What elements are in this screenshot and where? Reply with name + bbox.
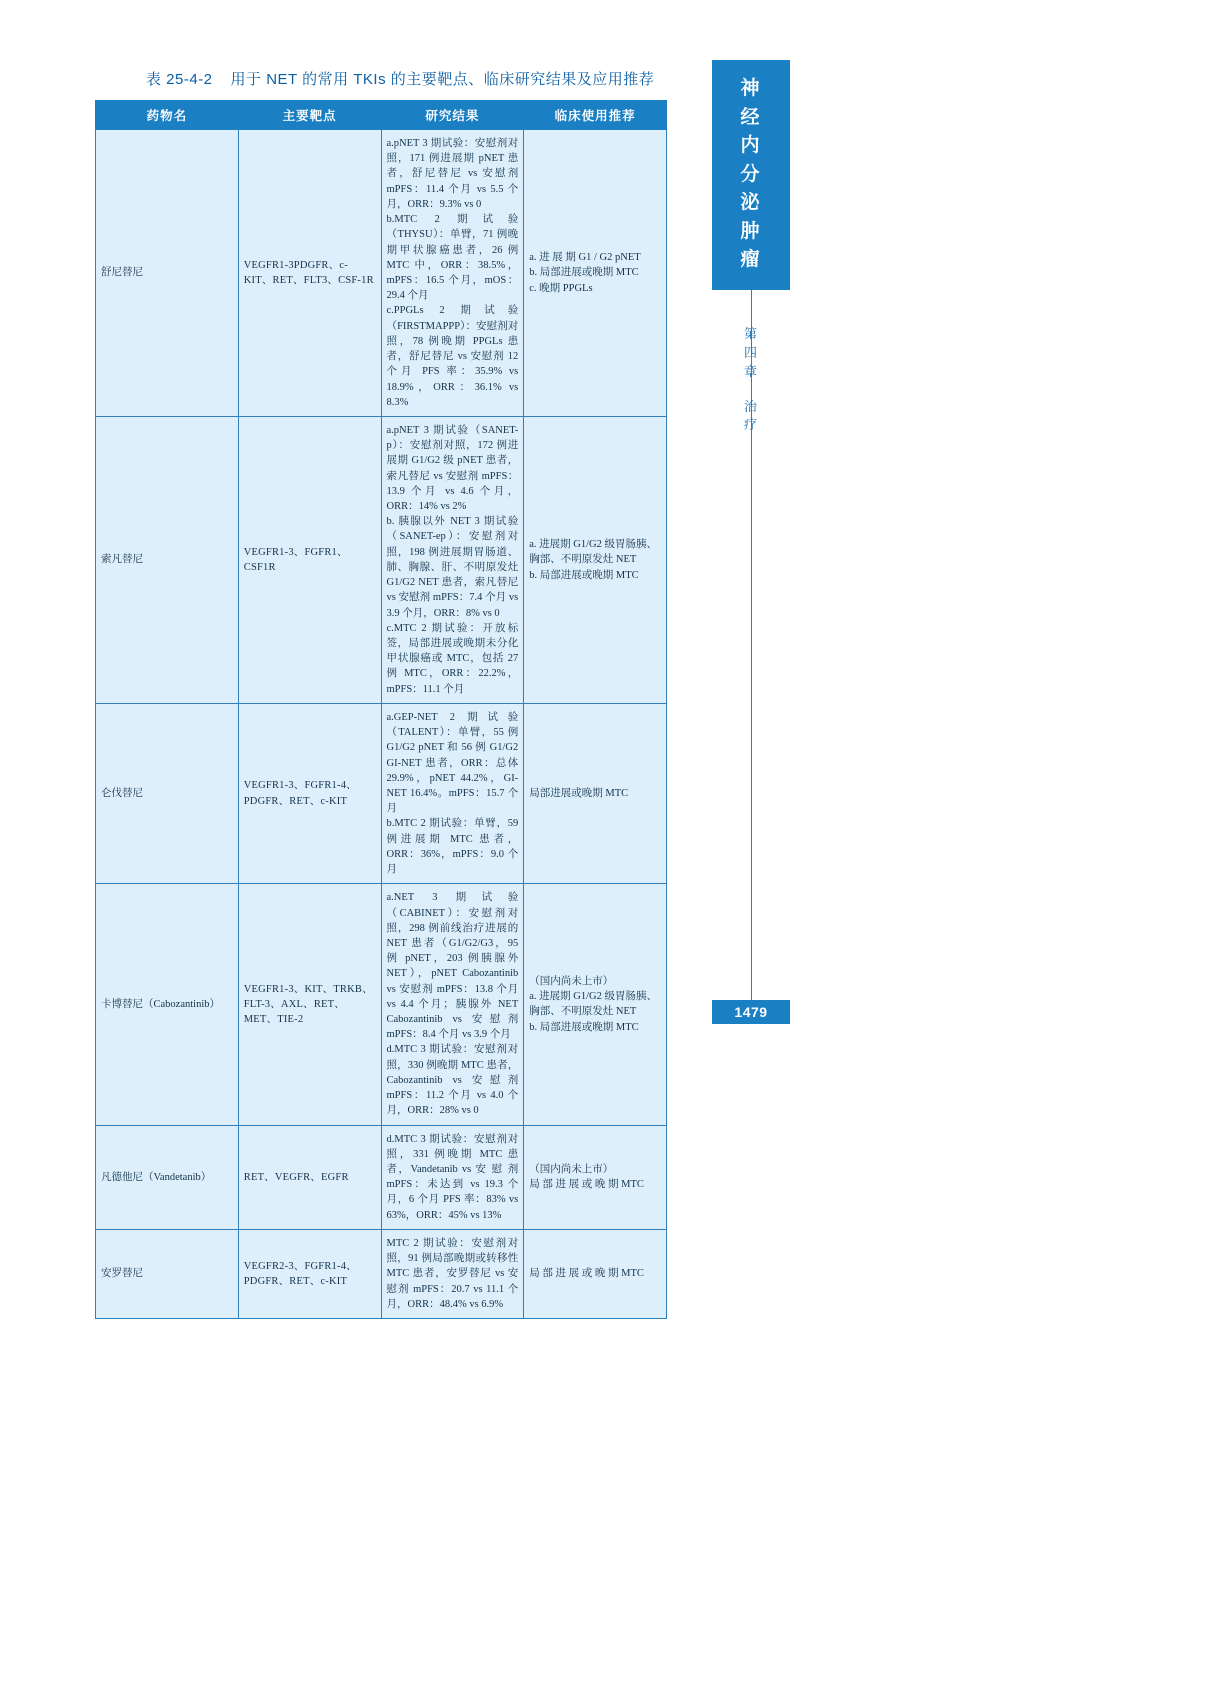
recommend-line: a. 进展期 G1/G2 级胃肠胰、胸部、不明原发灶 NET <box>529 539 657 566</box>
result-line: c.MTC 2 期试验：开放标签，局部进展或晚期未分化甲状腺癌或 MTC，包括 27 例 MTC，ORR：22.2%，mPFS：11.1 个月 <box>386 622 519 695</box>
result-line: c.PPGLs 2 期试验（FIRSTMAPPP）：安慰剂对照，78 例晚期 PPGLs 患者，舒尼替尼 vs 安慰剂 12 个月 PFS 率：35.9% vs 18.9%，ORR：36.1% vs 8.3% <box>386 305 519 408</box>
cell-recommendation <box>524 1125 667 1229</box>
tki-table-container <box>95 100 667 1319</box>
target-line: TIE-2 <box>277 1014 304 1026</box>
recommend-line: 局 部 进 展 或 晚 期 MTC <box>529 1268 644 1280</box>
column-header-target: 主要靶点 <box>238 101 381 130</box>
result-line: b. 胰腺以外 NET 3 期试验（SANET-ep）：安慰剂对照，198 例进展期胃肠道、肺、胸腺、肝、不明原发灶 G1/G2 NET 患者，索凡替尼 vs 安慰剂 mPFS：7.4 个月 vs 3.9 个月，ORR：8% vs 0 <box>386 516 519 619</box>
drug-line: 舒尼替尼 <box>101 267 143 279</box>
recommend-line: b. 局部进展或晚期 MTC <box>529 267 639 279</box>
cell-target <box>238 703 381 883</box>
target-line: PDGFR、c-KIT、 <box>243 259 348 286</box>
target-line: FGFR1-4、 <box>304 1260 357 1272</box>
result-line: MTC 2 期试验：安慰剂对照，91 例局部晚期或转移性 MTC 患者，安罗替尼 vs 安慰剂 mPFS：20.7 vs 11.1 个月，ORR：48.4% vs 6.9% <box>386 1237 519 1310</box>
drug-line: 凡德他尼 <box>101 1171 143 1183</box>
result-line: a.pNET 3 期试验（SANET-p）：安慰剂对照，172 例进展期 G1/G2 级 pNET 患者，索凡替尼 vs 安慰剂 mPFS：13.9 个月 vs 4.6 个月，ORR：14% vs 2% <box>386 424 519 513</box>
drug-line: （Vandetanib） <box>143 1171 212 1183</box>
table-row <box>96 884 667 1125</box>
sidebar-section-char: 瘤 <box>740 249 762 271</box>
recommend-line: b. 局部进展或晚期 MTC <box>529 1021 639 1033</box>
sidebar-chapter-sub-char: 疗 <box>743 417 758 433</box>
target-line: FGFR1、 <box>304 546 348 558</box>
recommend-line: 局 部 进 展 或 晚 期 MTC <box>529 1179 644 1191</box>
target-line: RET、VEGFR、 <box>243 1171 322 1183</box>
recommend-line: （国内尚未上市） <box>529 975 614 987</box>
table-row <box>96 1229 667 1318</box>
sidebar <box>712 60 790 1020</box>
cell-study-result <box>381 1125 524 1229</box>
cell-drug-name <box>96 130 239 417</box>
result-line: b.MTC 2 期试验（THYSU）：单臂，71 例晚期甲状腺癌患者，26 例 MTC 中，ORR：38.5%，mPFS：16.5 个月，mOS：29.4 个月 <box>386 214 519 302</box>
drug-line: 索凡替尼 <box>101 554 143 566</box>
table-row <box>96 1125 667 1229</box>
cell-target <box>238 416 381 703</box>
target-line: CSF-1R <box>338 274 374 286</box>
target-line: VEGFR1-3、 <box>243 983 305 995</box>
sidebar-chapter-char: 四 <box>743 344 758 360</box>
table-row <box>96 703 667 883</box>
cell-recommendation <box>524 884 667 1125</box>
target-line: CSF1R <box>243 561 276 573</box>
cell-study-result <box>381 884 524 1125</box>
sidebar-section-char: 神 <box>740 78 762 100</box>
target-line: VEGFR1-3、 <box>243 780 305 792</box>
target-line: c-KIT <box>320 1275 348 1287</box>
page-number-badge: 1479 <box>712 1000 790 1024</box>
target-line: PDGFR、RET、 <box>243 795 321 807</box>
sidebar-section-char: 分 <box>740 163 762 185</box>
cell-recommendation <box>524 703 667 883</box>
cell-target <box>238 1229 381 1318</box>
recommend-line: b. 局部进展或晚期 MTC <box>529 569 639 581</box>
recommend-line: （国内尚未上市） <box>529 1164 614 1175</box>
result-line: d.MTC 3 期试验：安慰剂对照，331 例晚期 MTC 患 者，Vandetanib vs 安 慰 剂 mPFS：未达到 vs 19.3 个月，6 个月 PFS 率：83% vs 63%，ORR：45% vs 13% <box>386 1133 519 1221</box>
cell-recommendation <box>524 130 667 417</box>
column-header-recommend: 临床使用推荐 <box>524 101 667 130</box>
cell-study-result <box>381 130 524 417</box>
target-line: PDGFR、RET、 <box>243 1275 321 1287</box>
table-caption-text: 用于 NET 的常用 TKIs 的主要靶点、临床研究结果及应用推荐 <box>230 71 655 88</box>
cell-study-result <box>381 703 524 883</box>
sidebar-section-tab <box>712 60 790 290</box>
result-line: a.pNET 3 期试验：安慰剂对照，171 例进展期 pNET 患者，舒尼替尼 vs 安慰剂 mPFS：11.4 个月 vs 5.5 个月，ORR：9.3% vs 0 <box>386 138 519 210</box>
target-line: FGFR1-4、 <box>304 780 357 792</box>
sidebar-section-char: 肿 <box>740 220 762 242</box>
recommend-line: a. 进展期 G1/G2 级胃肠胰、胸部、不明原发灶 NET <box>529 991 657 1018</box>
table-body <box>96 130 667 1319</box>
target-line: VEGFR1-3、 <box>243 546 305 558</box>
cell-study-result <box>381 1229 524 1318</box>
table-row <box>96 416 667 703</box>
cell-recommendation <box>524 416 667 703</box>
table-header-row <box>96 101 667 130</box>
sidebar-chapter-char: 章 <box>743 363 758 379</box>
cell-study-result <box>381 416 524 703</box>
cell-drug-name <box>96 884 239 1125</box>
sidebar-section-char: 内 <box>740 135 762 157</box>
sidebar-chapter-label <box>744 325 758 382</box>
cell-target <box>238 1125 381 1229</box>
recommend-line: c. 晚期 PPGLs <box>529 282 593 294</box>
cell-drug-name <box>96 1229 239 1318</box>
sidebar-chapter-sub-label <box>744 398 758 436</box>
column-header-result: 研究结果 <box>381 101 524 130</box>
cell-drug-name <box>96 1125 239 1229</box>
column-header-drug: 药物名 <box>96 101 239 130</box>
drug-line: （Cabozantinib） <box>143 998 220 1010</box>
target-line: KIT、TRKB、 <box>304 983 373 995</box>
target-line: EGFR <box>321 1171 349 1183</box>
sidebar-chapter-sub-char: 治 <box>743 398 758 414</box>
target-line: RET、FLT3、 <box>272 274 339 286</box>
result-line: b.MTC 2 期试验：单臂，59 例进展期 MTC 患者，ORR：36%，mPFS：9.0 个月 <box>386 818 519 876</box>
sidebar-section-char: 泌 <box>740 192 762 214</box>
sidebar-section-label <box>740 75 761 275</box>
target-line: VEGFR1-3 <box>243 259 294 271</box>
table-caption <box>146 68 654 89</box>
result-line: a.GEP-NET 2 期试验（TALENT）：单臂，55 例 G1/G2 pNET 和 56 例 G1/G2 GI-NET 患者，ORR：总体 29.9%，pNET 44.2%，GI-NET 16.4%。mPFS：15.7 个月 <box>386 711 519 815</box>
table-header <box>96 101 667 130</box>
recommend-line: a. 进 展 期 G1 / G2 pNET <box>529 252 641 264</box>
table-caption-number: 表 25-4-2 <box>146 71 213 88</box>
target-line: c-KIT <box>320 795 348 807</box>
result-line: a.NET 3 期试验（CABINET）：安慰剂对照，298 例前线治疗进展的 NET 患者（G1/G2/G3，95 例 pNET，203 例胰腺外 NET），pNET Cabozantinib vs 安慰剂 mPFS：13.8 个月 vs 4.4 个月；胰腺外 NET Cabozantinib vs 安慰剂 mPFS：8.4 个月 vs 3.9 个月 <box>386 892 519 1041</box>
target-line: FLT-3、AXL、 <box>243 998 314 1010</box>
drug-line: 仑伐替尼 <box>101 787 143 799</box>
cell-target <box>238 884 381 1125</box>
drug-line: 卡博替尼 <box>101 998 143 1010</box>
table-row <box>96 130 667 417</box>
cell-recommendation <box>524 1229 667 1318</box>
drug-line: 安罗替尼 <box>101 1268 143 1280</box>
sidebar-section-char: 经 <box>740 106 762 128</box>
result-line: d.MTC 3 期试验：安慰剂对照，330 例晚期 MTC 患者，Cabozantinib vs 安慰剂 mPFS：11.2 个月 vs 4.0 个月，ORR：28% vs 0 <box>386 1044 519 1117</box>
cell-drug-name <box>96 416 239 703</box>
target-line: VEGFR2-3、 <box>243 1260 305 1272</box>
cell-drug-name <box>96 703 239 883</box>
recommend-line: 局部进展或晚期 MTC <box>529 787 629 799</box>
target-line: RET、MET、 <box>243 998 345 1026</box>
sidebar-chapter-char: 第 <box>743 326 758 341</box>
sidebar-chapter <box>712 325 790 435</box>
tki-table <box>95 100 667 1319</box>
cell-target <box>238 130 381 417</box>
